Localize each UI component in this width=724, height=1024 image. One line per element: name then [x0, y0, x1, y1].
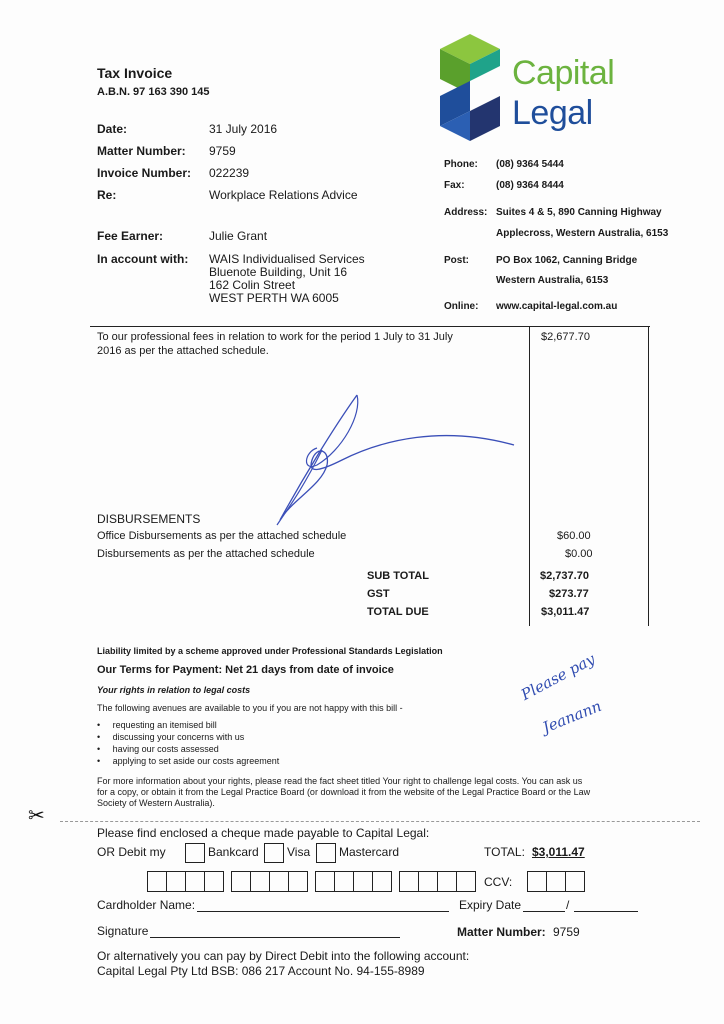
- card-digit-box[interactable]: [269, 871, 289, 892]
- address-line: Applecross, Western Australia, 6153: [496, 228, 669, 239]
- bankcard-label: Bankcard: [208, 845, 259, 859]
- logo-brand-capital: Capital: [512, 54, 615, 92]
- fees-amount: $2,677.70: [541, 331, 590, 343]
- fee-earner-label: Fee Earner:: [97, 229, 164, 243]
- card-digit-box[interactable]: [437, 871, 457, 892]
- account-line: WEST PERTH WA 6005: [209, 291, 339, 305]
- card-number-group-2[interactable]: [231, 871, 308, 892]
- card-digit-box[interactable]: [399, 871, 419, 892]
- gst-label: GST: [367, 588, 390, 600]
- total-value: $3,011.47: [532, 845, 585, 859]
- card-number-group-1[interactable]: [147, 871, 224, 892]
- cardholder-name-field[interactable]: [197, 911, 449, 912]
- card-digit-box[interactable]: [288, 871, 308, 892]
- signature-field[interactable]: [150, 937, 400, 938]
- fee-earner-value: Julie Grant: [209, 229, 268, 243]
- date-value: 31 July 2016: [209, 122, 278, 136]
- fax-label: Fax:: [444, 180, 465, 191]
- total-label: TOTAL:: [484, 845, 525, 859]
- address-label: Address:: [444, 207, 488, 218]
- ccv-label: CCV:: [484, 875, 513, 889]
- subtotal-amount: $2,737.70: [540, 570, 589, 582]
- ccv-digit-box[interactable]: [527, 871, 547, 892]
- mastercard-label: Mastercard: [339, 845, 400, 859]
- card-digit-box[interactable]: [315, 871, 335, 892]
- amount-column-divider: [529, 326, 530, 626]
- payment-terms: Our Terms for Payment: Net 21 days from date of invoice: [97, 664, 394, 676]
- account-label: In account with:: [97, 252, 189, 266]
- card-number-group-4[interactable]: [399, 871, 476, 892]
- address-line: Suites 4 & 5, 890 Canning Highway: [496, 207, 662, 218]
- expiry-year-field[interactable]: [574, 911, 638, 912]
- list-item: • having our costs assessed: [97, 744, 219, 754]
- list-item: • applying to set aside our costs agreement: [97, 756, 280, 766]
- handwritten-note: Please pay: [518, 649, 599, 704]
- list-item: • requesting an itemised bill: [97, 720, 217, 730]
- online-link[interactable]: www.capital-legal.com.au: [496, 301, 618, 312]
- total-due-amount: $3,011.47: [541, 606, 590, 618]
- table-right-rule: [648, 326, 649, 626]
- disbursement-label: Disbursements as per the attached schedule: [97, 548, 315, 560]
- liability-note: Liability limited by a scheme approved under Professional Standards Legislation: [97, 646, 443, 656]
- matter-number-value: 9759: [209, 144, 236, 158]
- post-line: Western Australia, 6153: [496, 275, 609, 286]
- re-label: Re:: [97, 188, 117, 202]
- gst-amount: $273.77: [549, 588, 589, 600]
- card-digit-box[interactable]: [231, 871, 251, 892]
- card-digit-box[interactable]: [418, 871, 438, 892]
- card-digit-box[interactable]: [372, 871, 392, 892]
- fees-description: To our professional fees in relation to work for the period 1 July to 31 July: [97, 331, 453, 343]
- scissors-icon: ✂: [28, 805, 45, 827]
- card-digit-box[interactable]: [204, 871, 224, 892]
- avenues-intro: The following avenues are available to you if you are not happy with this bill -: [97, 703, 403, 713]
- expiry-label: Expiry Date: [459, 898, 522, 912]
- abn-number: A.B.N. 97 163 390 145: [97, 86, 210, 98]
- more-info-text: for a copy, or obtain it from the Legal Practice Board (or download it from the website of the Legal Practice Board or the Law: [97, 787, 591, 797]
- date-label: Date:: [97, 122, 128, 136]
- invoice-title: Tax Invoice: [97, 65, 173, 81]
- more-info-text: Society of Western Australia).: [97, 798, 215, 808]
- bank-account-details: Capital Legal Pty Ltd BSB: 086 217 Account No. 94-155-8989: [97, 964, 425, 978]
- cut-line: [60, 821, 700, 822]
- post-label: Post:: [444, 255, 469, 266]
- visa-label: Visa: [287, 845, 311, 859]
- card-digit-box[interactable]: [353, 871, 373, 892]
- ccv-digit-box[interactable]: [565, 871, 585, 892]
- matter-number-label: Matter Number:: [97, 144, 186, 158]
- card-digit-box[interactable]: [334, 871, 354, 892]
- card-digit-box[interactable]: [185, 871, 205, 892]
- cardholder-label: Cardholder Name:: [97, 898, 196, 912]
- online-label: Online:: [444, 301, 479, 312]
- total-due-label: TOTAL DUE: [367, 606, 429, 618]
- account-line: Bluenote Building, Unit 16: [209, 265, 348, 279]
- debit-text: OR Debit my: [97, 845, 166, 859]
- disbursement-amount: $60.00: [557, 530, 591, 542]
- remit-matter-label: Matter Number:: [457, 925, 546, 939]
- phone-value: (08) 9364 5444: [496, 159, 564, 170]
- bankcard-checkbox[interactable]: [185, 843, 205, 863]
- visa-checkbox[interactable]: [264, 843, 284, 863]
- re-value: Workplace Relations Advice: [209, 188, 358, 202]
- ccv-digit-box[interactable]: [546, 871, 566, 892]
- fees-description: 2016 as per the attached schedule.: [97, 345, 269, 357]
- ccv-field[interactable]: [527, 871, 585, 892]
- card-number-group-3[interactable]: [315, 871, 392, 892]
- card-digit-box[interactable]: [250, 871, 270, 892]
- signature-scribble-icon: [262, 390, 522, 530]
- invoice-number-value: 022239: [209, 166, 250, 180]
- expiry-month-field[interactable]: [523, 911, 565, 912]
- subtotal-label: SUB TOTAL: [367, 570, 429, 582]
- phone-label: Phone:: [444, 159, 478, 170]
- mastercard-checkbox[interactable]: [316, 843, 336, 863]
- invoice-number-label: Invoice Number:: [97, 166, 192, 180]
- fax-value: (08) 9364 8444: [496, 180, 564, 191]
- disbursements-heading: DISBURSEMENTS: [97, 512, 201, 526]
- disbursement-amount: $0.00: [565, 548, 593, 560]
- table-top-rule: [90, 326, 650, 327]
- more-info-text: For more information about your rights, please read the fact sheet titled Your right to challenge legal costs. You can ask us: [97, 776, 583, 786]
- rights-heading: Your rights in relation to legal costs: [97, 685, 251, 695]
- remit-matter-value: 9759: [553, 925, 580, 939]
- list-item: • discussing your concerns with us: [97, 732, 245, 742]
- card-digit-box[interactable]: [166, 871, 186, 892]
- logo-brand-legal: Legal: [512, 94, 593, 132]
- cheque-text: Please find enclosed a cheque made payable to Capital Legal:: [97, 826, 430, 840]
- signature-label: Signature: [97, 924, 149, 938]
- expiry-slash: /: [566, 898, 570, 912]
- handwritten-note: Jeanann: [540, 696, 605, 737]
- account-line: 162 Colin Street: [209, 278, 296, 292]
- capital-legal-logo-icon: [440, 34, 510, 144]
- card-digit-box[interactable]: [456, 871, 476, 892]
- direct-debit-text: Or alternatively you can pay by Direct Debit into the following account:: [97, 949, 470, 963]
- card-digit-box[interactable]: [147, 871, 167, 892]
- post-line: PO Box 1062, Canning Bridge: [496, 255, 638, 266]
- account-line: WAIS Individualised Services: [209, 252, 365, 266]
- disbursement-label: Office Disbursements as per the attached schedule: [97, 530, 347, 542]
